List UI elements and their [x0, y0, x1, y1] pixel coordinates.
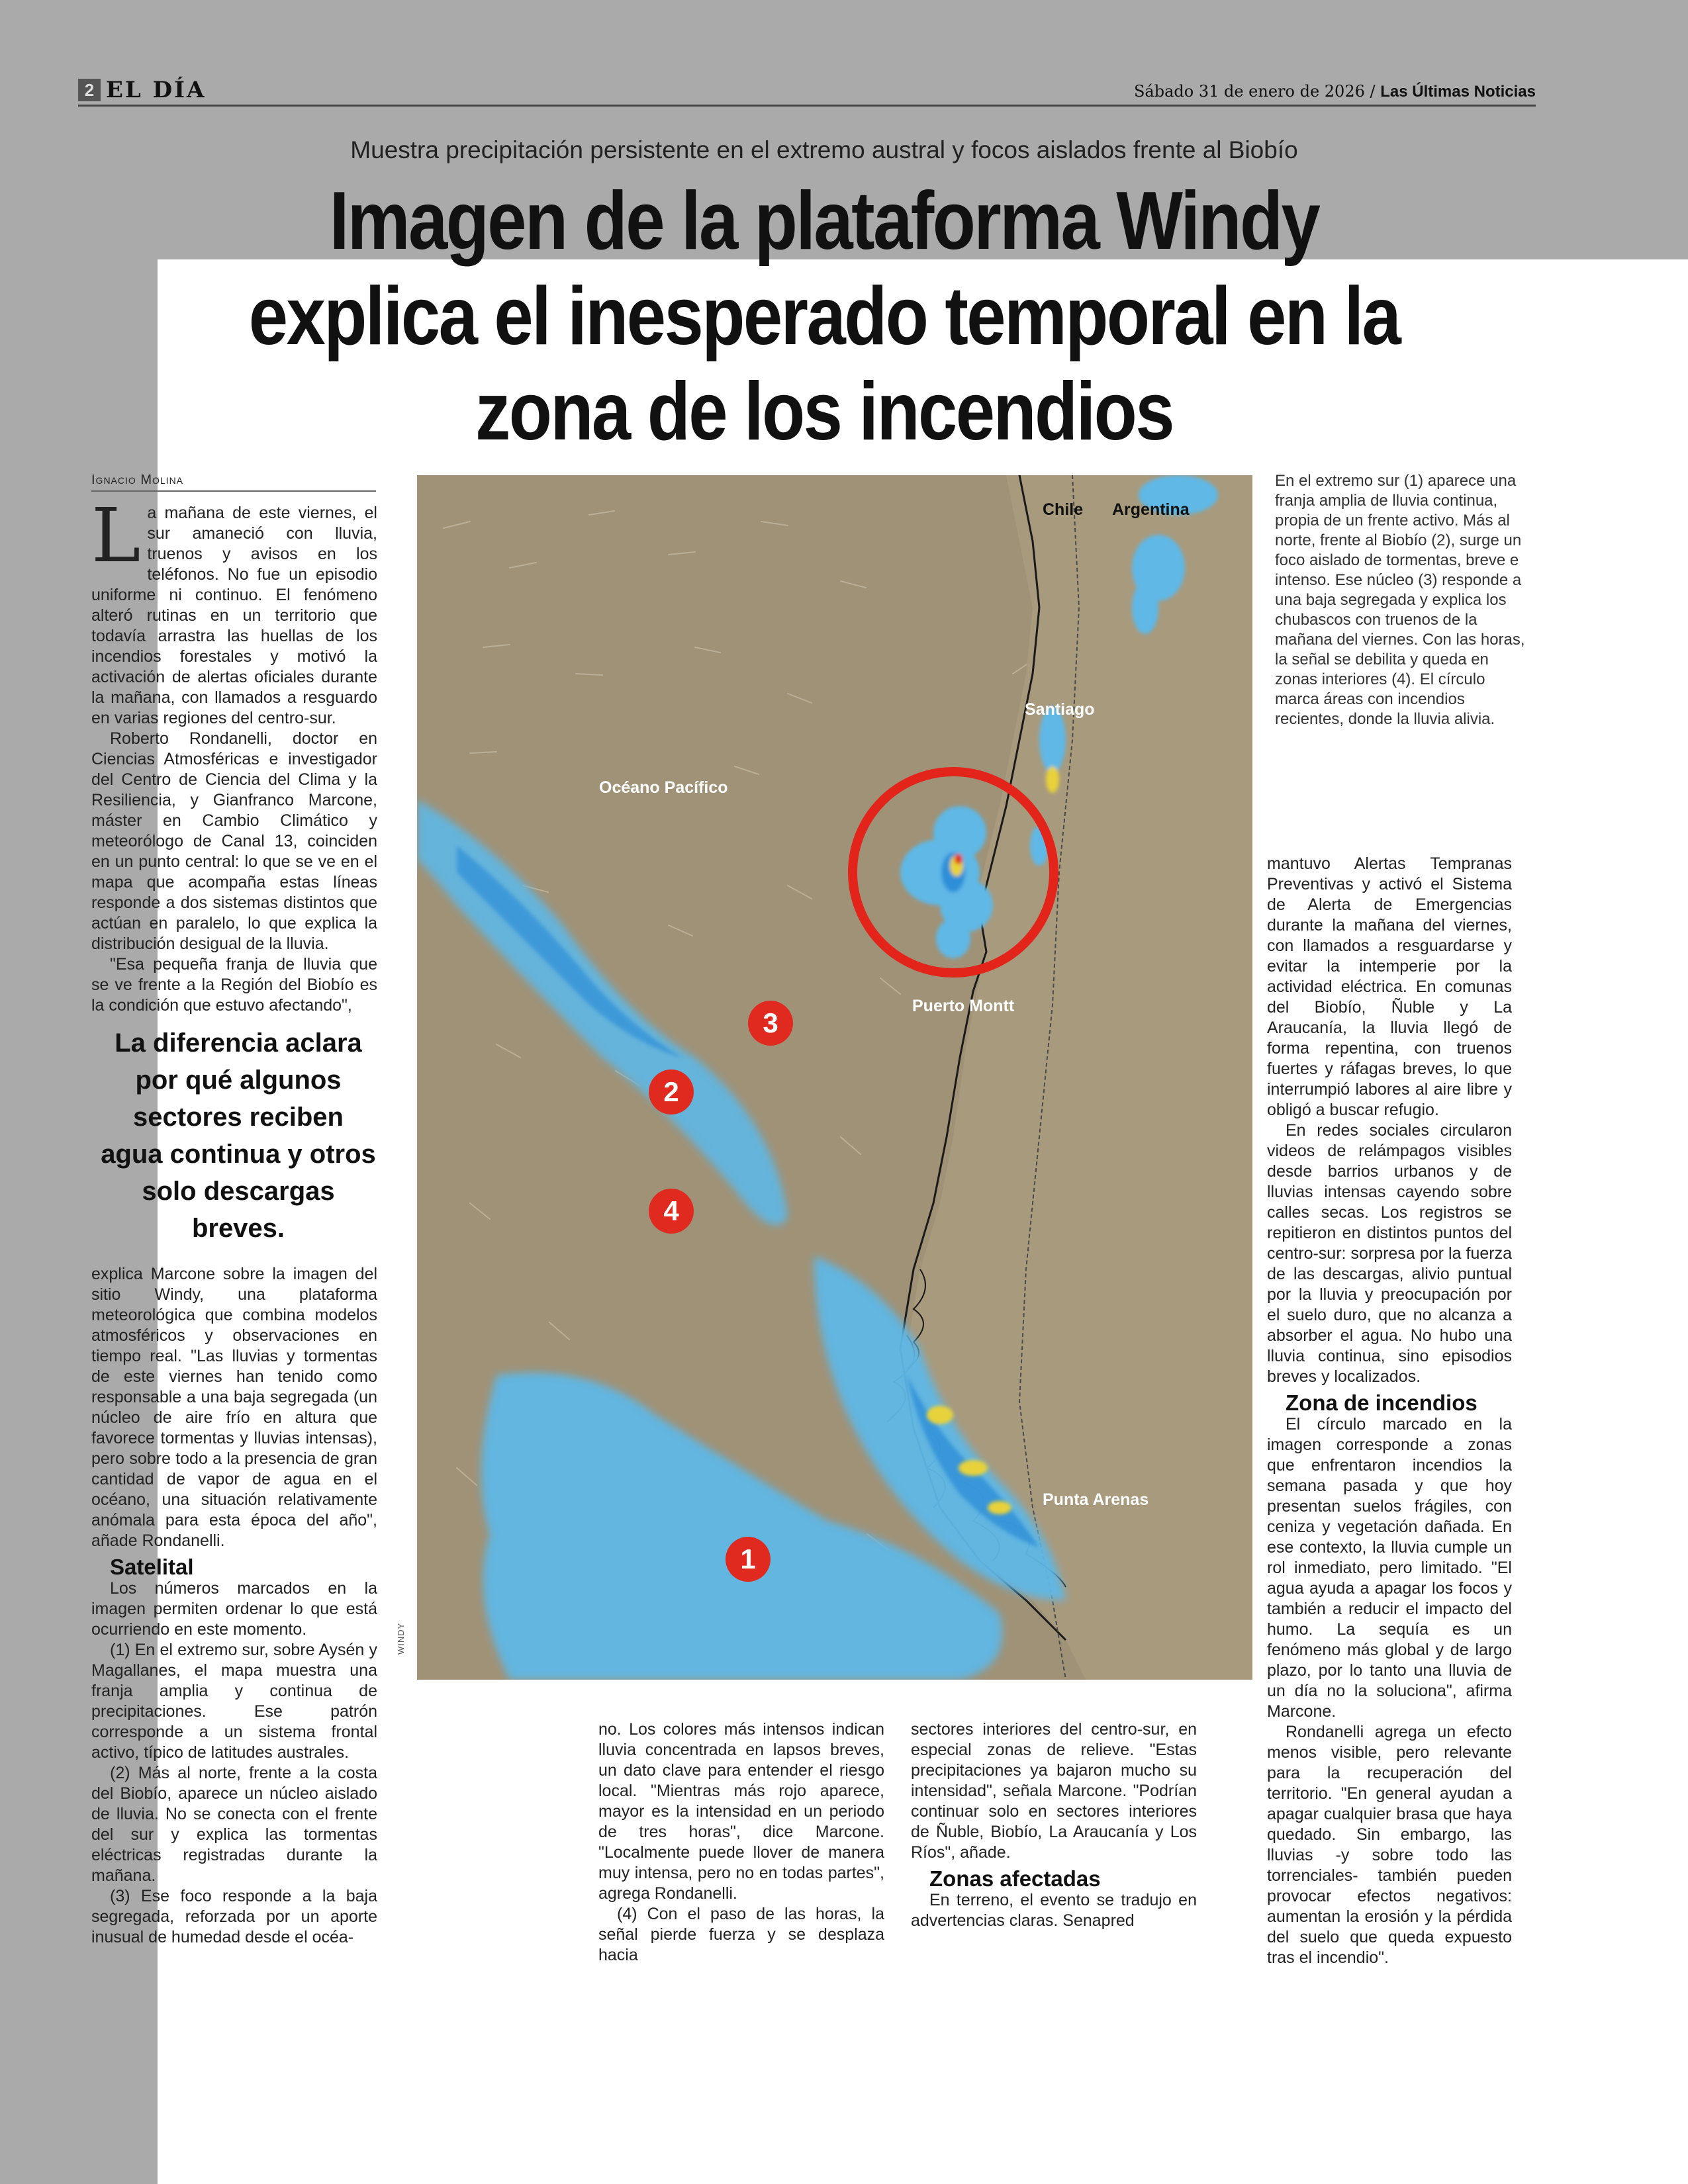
body-paragraph: no. Los colores más intensos indican lluvia concentrada en lapsos breves, un dato clave para entender el riesgo local. "Mientras más rojo aparece, mayor es la intensidad en un periodo de tres horas", dice Marcone. "Localmente puede llover de manera muy intensa, pero no en todas partes", agrega Rondanelli. — [598, 1720, 884, 1903]
label-santiago: Santiago — [1025, 700, 1095, 719]
header-rule — [78, 105, 1536, 107]
label-chile: Chile — [1043, 500, 1084, 519]
byline: Ignacio Molina — [91, 473, 376, 492]
svg-text:2: 2 — [663, 1076, 679, 1107]
label-punta-arenas: Punta Arenas — [1043, 1490, 1149, 1509]
kicker: Muestra precipitación persistente en el extremo austral y focos aislados frente al Biobío — [350, 136, 1298, 163]
body-paragraph: sectores interiores del centro-sur, en especial zonas de relieve. "Estas precipitaciones ya bajaron mucho su intensidad", señala Marcone. "Podrían continuar solo en sectores interiores de Ñuble, Biobío, La Araucanía y Los Ríos", añade. — [911, 1720, 1197, 1862]
body-paragraph: (2) Más al norte, frente a la costa del Biobío, aparece un núcleo aislado de lluvia. No se conecta con el frente del sur y explica las tormentas eléctricas registradas durante la mañana. — [91, 1764, 377, 1885]
folio — [78, 78, 206, 102]
body-paragraph: (4) Con el paso de las horas, la señal pierde fuerza y se desplaza hacia — [598, 1905, 884, 1964]
body-paragraph: En redes sociales circularon videos de relámpagos visibles desde barrios urbanos y de lluvias intensas cayendo sobre calles secas. Los registros se repitieron en distintos puntos del centro-sur: sorpresa por la fuerza de las descargas, alivio puntual por la lluvia y preocupación por el suelo duro, que no alcanza a absorber el agua. No hubo una lluvia continua, sino episodios breves y localizados. — [1267, 1121, 1512, 1386]
marker-1 — [726, 1537, 771, 1582]
body-paragraph: mantuvo Alertas Tempranas Preventivas y activó el Sistema de Alerta de Emergencias durante la mañana del viernes, con llamados a resguardarse y evitar la intemperie por la actividad eléctrica. En comunas del Biobío, Ñuble y La Araucanía, la lluvia llegó de forma repentina, con truenos fuertes y ráfagas breves, lo que interrumpió labores al aire libre y obligó a buscar refugio. — [1267, 854, 1512, 1119]
subhead-zonas-afectadas: Zonas afectadas — [929, 1866, 1101, 1891]
section-name: EL DÍA — [106, 77, 207, 103]
column-4 — [1267, 854, 1512, 1968]
page-number: 2 — [78, 79, 101, 101]
dateline — [1134, 82, 1536, 101]
lead-paragraph: La mañana de este viernes, el sur amaneció con lluvia, truenos y avisos en los teléfonos. No fue un episodio uniforme ni continuo. El fenómeno alteró rutinas en un territorio que todavía arrastra las huellas de los incendios forestales y motivó la activación de alertas oficiales durante la mañana, con llamados a resguardo en varias regiones del centro-sur. — [91, 493, 377, 727]
body-paragraph: (1) En el extremo sur, sobre Aysén y Magallanes, el mapa muestra una franja amplia y continua de precipitaciones. Ese patrón corresponde a un sistema frontal activo, típico de latitudes australes. — [91, 1641, 377, 1762]
column-1-bottom — [91, 1264, 377, 1948]
svg-text:4: 4 — [663, 1195, 679, 1226]
pull-quote: La diferencia aclara por qué algunos sectores reciben agua continua y otros solo descargas breves. — [101, 1028, 376, 1243]
body-paragraph: El círculo marcado en la imagen corresponde a zonas que enfrentaron incendios la semana pasada y que hoy presentan suelos frágiles, con ceniza y vegetación dañada. En ese contexto, la lluvia cumple un rol inmediato, pero limitado. "El agua ayuda a apagar los focos y también a reducir el impacto del humo. La sequía es un fenómeno más global y de largo plazo, por lo tanto una lluvia de un día no la soluciona", afirma Marcone. — [1267, 1415, 1512, 1721]
body-paragraph: Rondanelli agrega un efecto menos visible, pero relevante para la recuperación del territorio. "En general ayudan a apagar cualquier brasa que haya quedado. Sin embargo, las lluvias -y sobre todo las torrenciales- también pueden provocar efectos negativos: aumentan la erosión y la pérdida del suelo que queda expuesto tras el incendio". — [1267, 1723, 1512, 1967]
label-puerto-montt: Puerto Montt — [912, 997, 1015, 1015]
marker-4 — [649, 1189, 694, 1234]
drop-cap: L — [91, 493, 141, 579]
column-3 — [911, 1719, 1197, 1931]
label-argentina: Argentina — [1112, 500, 1190, 519]
svg-text:3: 3 — [763, 1007, 778, 1038]
headline: Imagen de la plataforma Windy explica el inesperado temporal en la zona de los incendios — [248, 175, 1400, 457]
body-paragraph: "Esa pequeña franja de lluvia que se ve frente a la Región del Biobío es la condición que estuvo afectando", — [91, 955, 377, 1015]
column-2 — [598, 1719, 884, 1966]
body-paragraph: Los números marcados en la imagen permiten ordenar lo que está ocurriendo en este momento. — [91, 1579, 377, 1639]
label-pacific: Océano Pacífico — [599, 778, 728, 797]
svg-text:1: 1 — [740, 1543, 756, 1574]
map-caption: En el extremo sur (1) aparece una franja amplia de lluvia continua, propia de un frente activo. Más al norte, frente al Biobío (2), surge un foco aislado de tormentas, breve e intenso. Ese núcleo (3) responde a una baja segregada y explica los chubascos con truenos de la mañana del viernes. Con las horas, la señal se debilita y queda en zonas interiores (4). El círculo marca áreas con incendios recientes, donde la lluvia alivia. — [1275, 472, 1525, 728]
issue-date: Sábado 31 de enero de 2026 — [1133, 82, 1365, 101]
weather-map — [417, 475, 1252, 1680]
dateline-separator: / — [1370, 82, 1376, 101]
subhead-zona-incendios: Zona de incendios — [1286, 1390, 1477, 1415]
marker-3 — [748, 1001, 793, 1046]
body-paragraph: explica Marcone sobre la imagen del sitio Windy, una plataforma meteorológica que combina modelos atmosféricos y observaciones en tiempo real. "Las lluvias y tormentas de este viernes han tenido como responsable a una baja segregada (un núcleo de aire frío en altura que favorece tormentas y lluvias intensas), pero sobre todo a la presencia de gran cantidad de vapor de agua en el océano, una situación relativamente anómala para esta época del año", añade Rondanelli. — [91, 1265, 377, 1550]
body-paragraph: En terreno, el evento se tradujo en advertencias claras. Senapred — [911, 1891, 1197, 1930]
column-1-top — [91, 493, 377, 1016]
map-credit: WINDY — [396, 1622, 406, 1655]
marker-2 — [649, 1069, 694, 1115]
subhead-satelital: Satelital — [110, 1555, 194, 1579]
publication-name: Las Últimas Noticias — [1380, 83, 1536, 101]
body-paragraph: (3) Ese foco responde a la baja segregada, reforzada por un aporte inusual de humedad desde el océa- — [91, 1887, 377, 1946]
body-paragraph: Roberto Rondanelli, doctor en Ciencias Atmosféricas e investigador del Centro de Ciencia del Clima y la Resiliencia, y Gianfranco Marcone, máster en Cambio Climático y meteorólogo de Canal 13, coinciden en un punto central: lo que se ve en el mapa que acompaña estas líneas responde a dos sistemas distintos que actúan en paralelo, lo que explica la distribución desigual de la lluvia. — [91, 729, 377, 953]
